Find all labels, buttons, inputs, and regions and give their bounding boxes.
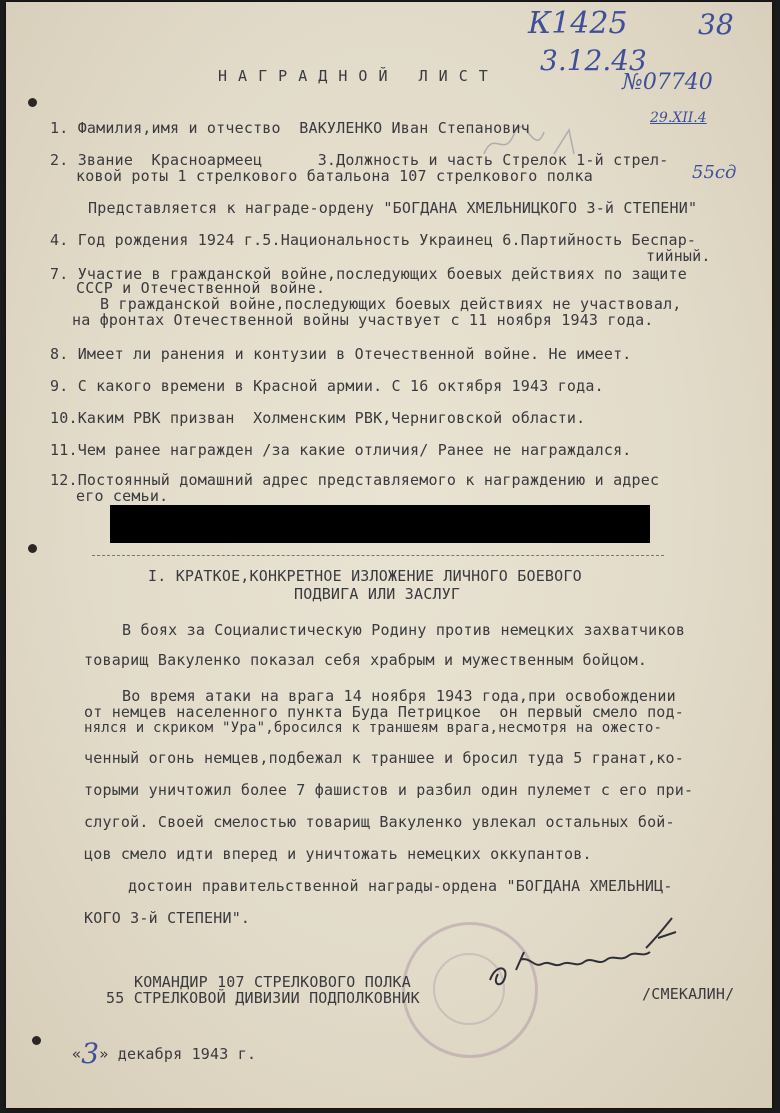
narrative-line: Во время атаки на врага 14 ноября 1943 года,при освобождении [122,687,676,705]
section-title-cont: ПОДВИГА ИЛИ ЗАСЛУГ [294,585,461,603]
commander-name: /СМЕКАЛИН/ [642,985,735,1003]
field-address: 12.Постоянный домашний адрес представляемого к награждению и адрес [50,471,660,489]
date-day-handwritten: 3 [81,1037,100,1070]
date-rest: декабря 1943 г. [117,1045,257,1063]
field-participation-answer: В гражданской войне,последующих боевых действиях не участвовал, [100,295,682,313]
section-title: I. КРАТКОЕ,КОНКРЕТНОЕ ИЗЛОЖЕНИЕ ЛИЧНОГО БОЕВОГО [148,567,582,585]
field-name: 1. Фамилия,имя и отчество ВАКУЛЕНКО Иван Степанович [50,119,530,137]
narrative-line: товарищ Вакуленко показал себя храбрым и мужественным бойцом. [84,651,648,669]
award-presented: Представляется к награде-ордену "БОГДАНА ХМЕЛЬНИЦКОГО 3-й СТЕПЕНИ" [88,199,698,217]
archive-number: К1425 [528,6,628,41]
punch-hole [32,1036,41,1045]
narrative-line: цов смело идти вперед и уничтожать немецких оккупантов. [84,845,592,863]
field-rank: 2. Звание Красноармеец 3.Должность и часть Стрелок 1-й стрел- [50,151,669,169]
page-number: 38 [698,8,734,41]
award-sheet [6,2,772,1108]
field-rvk: 10.Каким РВК призван Холменским РВК,Черниговской области. [50,409,586,427]
field-birth: 4. Год рождения 1924 г.5.Национальность Украинец 6.Партийность Беспар- [50,231,697,249]
narrative-line: нялся и скриком "Ура",бросился к траншеям врага,несмотря на ожесто- [84,720,663,736]
section-divider [92,555,664,556]
narrative-line: достоин правительственной награды-ордена "БОГДАНА ХМЕЛЬНИЦ- [128,877,673,895]
order-date: 29.XII.4 [650,110,707,126]
field-service-start: 9. С какого времени в Красной армии. С 16 октября 1943 года. [50,377,604,395]
narrative-line: от немцев населенного пункта Буда Петрицкое он первый смело под- [84,703,684,721]
order-number: №07740 [622,70,713,95]
field-rank-cont: ковой роты 1 стрелкового батальона 107 стрелкового полка [76,167,593,185]
field-participation-cont: СССР и Отечественной войне. [76,279,326,297]
punch-hole [28,544,37,553]
document-date: «3» декабря 1943 г. [72,1037,257,1070]
narrative-line: слугой. Своей смелостью товарищ Вакуленко увлекал остальных бой- [84,813,675,831]
regiment-note: 55сд [692,162,737,183]
field-participation-answer-cont: на фронтах Отечественной войны участвует с 11 ноября 1943 года. [72,311,654,329]
date-note: 3.12.43 [540,44,647,77]
redaction-block [110,505,650,543]
field-address-cont: его семьи. [76,487,169,505]
narrative-line: КОГО 3-й СТЕПЕНИ". [84,909,251,927]
narrative-line: ченный огонь немцев,подбежал к траншее и бросил туда 5 гранат,ко- [84,749,684,767]
narrative-line: торыми уничтожил более 7 фашистов и разбил один пулемет с его при- [84,781,694,799]
page-title: Н А Г Р А Д Н О Й Л И С Т [218,67,489,85]
commander-title: КОМАНДИР 107 СТРЕЛКОВОГО ПОЛКА [134,973,411,991]
field-participation: 7. Участие в гражданской войне,последующих боевых действиях по защите [50,265,687,283]
field-birth-cont: тийный. [646,247,711,265]
commander-division: 55 СТРЕЛКОВОЙ ДИВИЗИИ ПОДПОЛКОВНИК [106,989,420,1007]
field-prior-awards: 11.Чем ранее награжден /за какие отличия/ Ранее не награждался. [50,441,632,459]
punch-hole [28,98,37,107]
narrative-line: В боях за Социалистическую Родину против немецких захватчиков [122,621,686,639]
field-wounds: 8. Имеет ли ранения и контузии в Отечественной войне. Не имеет. [50,345,632,363]
